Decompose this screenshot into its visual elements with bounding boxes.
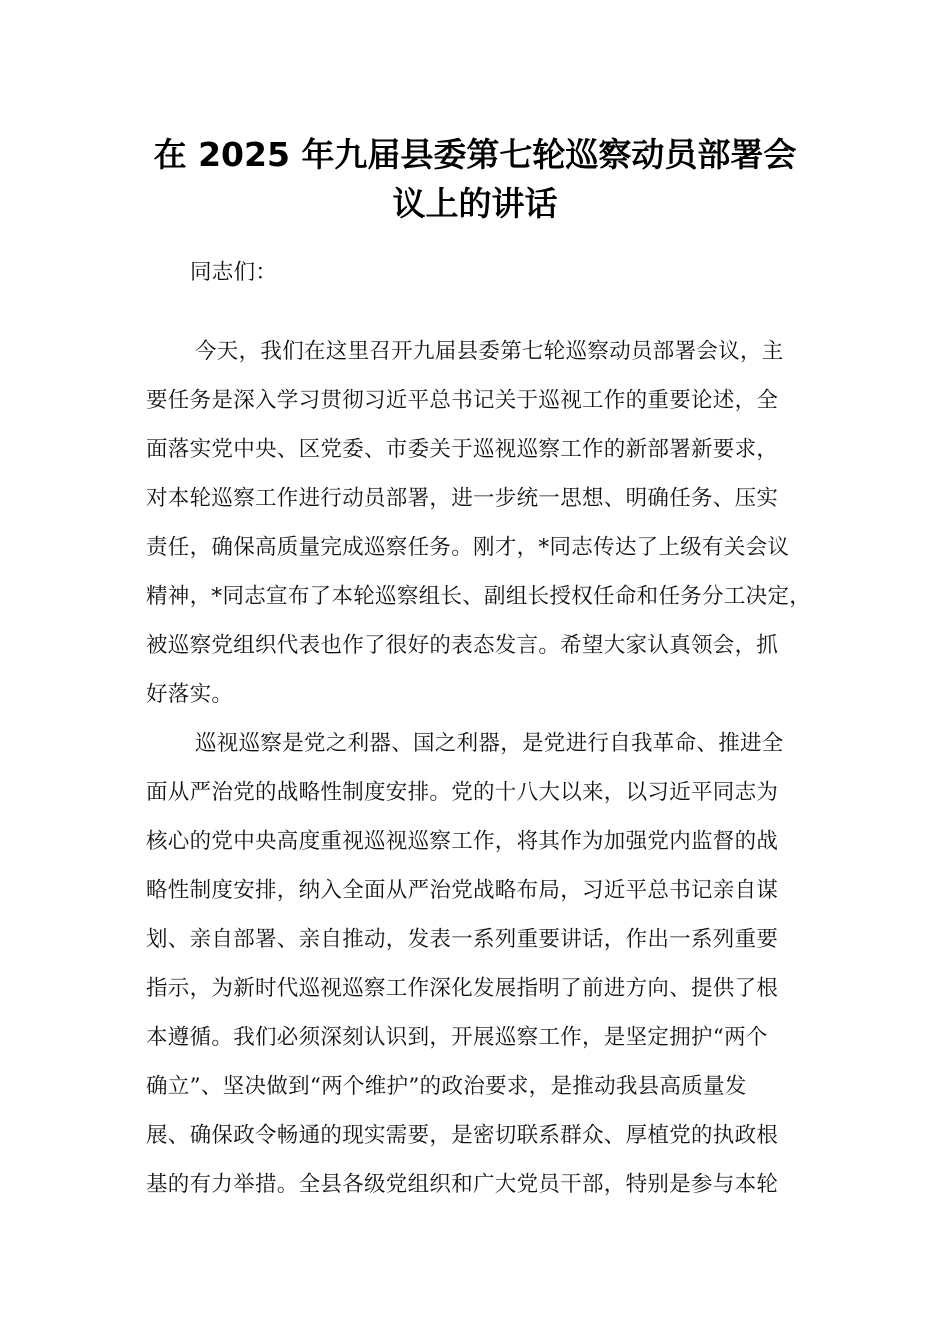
paragraph-2-line: 面从严治党的战略性制度安排。党的十八大以来，以习近平同志为 (146, 780, 779, 805)
paragraph-1-line: 面落实党中央、区党委、市委关于巡视巡察工作的新部署新要求， (146, 437, 779, 462)
paragraph-2-line: 基的有力举措。全县各级党组织和广大党员干部，特别是参与本轮 (146, 1172, 779, 1197)
paragraph-2-line: 指示，为新时代巡视巡察工作深化发展指明了前进方向、提供了根 (146, 976, 779, 1001)
paragraph-1-line: 精神，*同志宣布了本轮巡察组长、副组长授权任命和任务分工决定， (146, 584, 812, 609)
salutation: 同志们： (190, 260, 278, 285)
paragraph-1-line: 好落实。 (146, 682, 234, 707)
paragraph-2-line: 略性制度安排，纳入全面从严治党战略布局，习近平总书记亲自谋 (146, 878, 779, 903)
paragraph-2-line: 巡视巡察是党之利器、国之利器，是党进行自我革命、推进全 (195, 731, 784, 756)
document-title-line-2: 议上的讲话 (392, 184, 558, 223)
paragraph-2-line: 核心的党中央高度重视巡视巡察工作，将其作为加强党内监督的战 (146, 829, 779, 854)
document-title-line-1: 在 2025 年九届县委第七轮巡察动员部署会 (153, 135, 797, 174)
paragraph-2-line: 展、确保政令畅通的现实需要，是密切联系群众、厚植党的执政根 (146, 1123, 779, 1148)
paragraph-2-line: 本遵循。我们必须深刻认识到，开展巡察工作，是坚定拥护“两个 (146, 1025, 768, 1050)
paragraph-1-line: 今天，我们在这里召开九届县委第七轮巡察动员部署会议，主 (195, 339, 784, 364)
paragraph-2-line: 确立”、坚决做到“两个维护”的政治要求，是推动我县高质量发 (146, 1074, 747, 1099)
paragraph-1-line: 要任务是深入学习贯彻习近平总书记关于巡视工作的重要论述，全 (146, 388, 779, 413)
paragraph-1-line: 对本轮巡察工作进行动员部署，进一步统一思想、明确任务、压实 (146, 486, 779, 511)
paragraph-2-line: 划、亲自部署、亲自推动，发表一系列重要讲话，作出一系列重要 (146, 927, 779, 952)
paragraph-1-line: 责任，确保高质量完成巡察任务。刚才，*同志传达了上级有关会议 (146, 535, 790, 560)
paragraph-1-line: 被巡察党组织代表也作了很好的表态发言。希望大家认真领会，抓 (146, 633, 779, 658)
